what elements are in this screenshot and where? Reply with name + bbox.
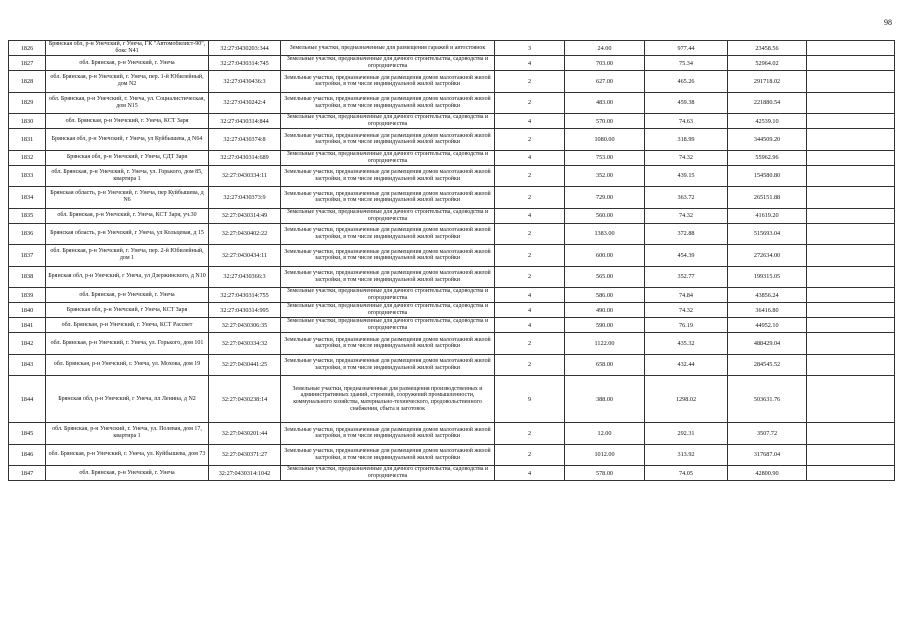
land-use-cell: Земельные участки, предназначенные для размещения домов малоэтажной жилой застройки, в том числе индивидуальной жилой застройки — [281, 266, 495, 288]
area-cell: 627.00 — [565, 71, 645, 93]
row-number-cell: 1847 — [9, 466, 46, 481]
use-group-cell: 4 — [495, 208, 565, 223]
specific-value-cell: 465.26 — [645, 71, 728, 93]
table-row — [9, 223, 895, 245]
cadastral-value-cell: 52964.02 — [728, 56, 807, 71]
empty-cell — [807, 114, 895, 129]
area-cell: 570.00 — [565, 114, 645, 129]
address-cell: Брянская обл, р-н Унечский, г Унеча, ул Куйбышева, д N64 — [46, 129, 209, 151]
row-number-cell: 1831 — [9, 129, 46, 151]
land-use-cell: Земельные участки, предназначенные для размещения домов малоэтажной жилой застройки, в том числе индивидуальной жилой застройки — [281, 71, 495, 93]
cadastral-value-cell: 36416.80 — [728, 303, 807, 318]
cadastral-number-cell: 32:27:0430436:3 — [209, 71, 281, 93]
cadastral-value-cell: 42539.10 — [728, 114, 807, 129]
use-group-cell: 4 — [495, 303, 565, 318]
row-number-cell: 1838 — [9, 266, 46, 288]
specific-value-cell: 74.63 — [645, 114, 728, 129]
row-number-cell: 1840 — [9, 303, 46, 318]
area-cell: 12.00 — [565, 423, 645, 445]
cadastral-value-cell: 344509.20 — [728, 129, 807, 151]
cadastral-value-cell: 272634.00 — [728, 245, 807, 267]
area-cell: 24.00 — [565, 41, 645, 56]
empty-cell — [807, 187, 895, 209]
empty-cell — [807, 71, 895, 93]
cadastral-number-cell: 32:27:0430402:22 — [209, 223, 281, 245]
use-group-cell: 3 — [495, 41, 565, 56]
land-use-cell: Земельные участки, предназначенные для размещения домов малоэтажной жилой застройки, в том числе индивидуальной жилой застройки — [281, 354, 495, 376]
table-row — [9, 266, 895, 288]
page-number: 98 — [884, 18, 892, 27]
empty-cell — [807, 376, 895, 423]
empty-cell — [807, 423, 895, 445]
use-group-cell: 4 — [495, 318, 565, 333]
use-group-cell: 2 — [495, 92, 565, 114]
area-cell: 703.00 — [565, 56, 645, 71]
row-number-cell: 1846 — [9, 444, 46, 466]
cadastral-number-cell: 32:27:0430334:32 — [209, 333, 281, 355]
row-number-cell: 1845 — [9, 423, 46, 445]
address-cell: обл. Брянская, р-н Унечский, г. Унеча, пер. 2-й Юбилейный, дом 1 — [46, 245, 209, 267]
row-number-cell: 1842 — [9, 333, 46, 355]
cadastral-number-cell: 32:27:0430203:344 — [209, 41, 281, 56]
use-group-cell: 4 — [495, 288, 565, 303]
cadastral-value-cell: 41619.20 — [728, 208, 807, 223]
use-group-cell: 2 — [495, 333, 565, 355]
table-row — [9, 376, 895, 423]
use-group-cell: 2 — [495, 71, 565, 93]
land-use-cell: Земельные участки, предназначенные для дачного строительства, садоводства и огородничества — [281, 114, 495, 129]
area-cell: 753.00 — [565, 150, 645, 165]
specific-value-cell: 1298.02 — [645, 376, 728, 423]
cadastral-value-cell: 43856.24 — [728, 288, 807, 303]
cadastral-number-cell: 32:27:0430314:995 — [209, 303, 281, 318]
empty-cell — [807, 444, 895, 466]
empty-cell — [807, 466, 895, 481]
empty-cell — [807, 150, 895, 165]
table-row — [9, 56, 895, 71]
cadastral-number-cell: 32:27:0430238:14 — [209, 376, 281, 423]
address-cell: Брянская обл, р-н Унечский, г Унеча, пл Ленина, д N2 — [46, 376, 209, 423]
land-use-cell: Земельные участки, предназначенные для размещения гаражей и автостоянок — [281, 41, 495, 56]
area-cell: 658.00 — [565, 354, 645, 376]
specific-value-cell: 74.32 — [645, 208, 728, 223]
cadastral-value-cell: 265151.88 — [728, 187, 807, 209]
cadastral-value-table — [8, 40, 895, 481]
use-group-cell: 2 — [495, 187, 565, 209]
cadastral-number-cell: 32:27:0430314:49 — [209, 208, 281, 223]
cadastral-value-cell: 488429.04 — [728, 333, 807, 355]
area-cell: 483.00 — [565, 92, 645, 114]
use-group-cell: 2 — [495, 423, 565, 445]
row-number-cell: 1828 — [9, 71, 46, 93]
cadastral-value-cell: 291718.02 — [728, 71, 807, 93]
cadastral-number-cell: 32:27:0430441:25 — [209, 354, 281, 376]
cadastral-value-cell: 317687.04 — [728, 444, 807, 466]
use-group-cell: 2 — [495, 223, 565, 245]
cadastral-value-cell: 3507.72 — [728, 423, 807, 445]
specific-value-cell: 352.77 — [645, 266, 728, 288]
table-row — [9, 41, 895, 56]
use-group-cell: 9 — [495, 376, 565, 423]
empty-cell — [807, 129, 895, 151]
specific-value-cell: 292.31 — [645, 423, 728, 445]
address-cell: обл. Брянская, р-н Унечский, г. Унеча, ул. Горького, дом 85, квартира 1 — [46, 165, 209, 187]
table-row — [9, 187, 895, 209]
area-cell: 1122.00 — [565, 333, 645, 355]
specific-value-cell: 432.44 — [645, 354, 728, 376]
land-use-cell: Земельные участки, предназначенные для размещения домов малоэтажной жилой застройки, в том числе индивидуальной жилой застройки — [281, 129, 495, 151]
table-row — [9, 245, 895, 267]
empty-cell — [807, 318, 895, 333]
land-use-cell: Земельные участки, предназначенные для размещения домов малоэтажной жилой застройки, в том числе индивидуальной жилой застройки — [281, 187, 495, 209]
address-cell: обл. Брянская, р-н Унечский, г. Унеча, пер. 1-й Юбилейный, дом N2 — [46, 71, 209, 93]
use-group-cell: 4 — [495, 150, 565, 165]
cadastral-number-cell: 32:27:0430314:755 — [209, 288, 281, 303]
empty-cell — [807, 245, 895, 267]
land-use-cell: Земельные участки, предназначенные для размещения домов малоэтажной жилой застройки, в том числе индивидуальной жилой застройки — [281, 423, 495, 445]
cadastral-number-cell: 32:27:0430373:9 — [209, 187, 281, 209]
land-use-cell: Земельные участки, предназначенные для дачного строительства, садоводства и огородничества — [281, 466, 495, 481]
table-row — [9, 92, 895, 114]
use-group-cell: 2 — [495, 354, 565, 376]
row-number-cell: 1836 — [9, 223, 46, 245]
row-number-cell: 1843 — [9, 354, 46, 376]
table-row — [9, 71, 895, 93]
cadastral-value-cell: 55962.96 — [728, 150, 807, 165]
specific-value-cell: 75.34 — [645, 56, 728, 71]
use-group-cell: 4 — [495, 466, 565, 481]
table-row — [9, 303, 895, 318]
land-use-cell: Земельные участки, предназначенные для дачного строительства, садоводства и огородничества — [281, 303, 495, 318]
use-group-cell: 2 — [495, 245, 565, 267]
table-row — [9, 165, 895, 187]
empty-cell — [807, 333, 895, 355]
address-cell: Брянская область, р-н Унечский, г Унеча, ул Кольцевая, д 15 — [46, 223, 209, 245]
cadastral-number-cell: 32:27:0430334:11 — [209, 165, 281, 187]
cadastral-value-cell: 199315.05 — [728, 266, 807, 288]
table-row — [9, 466, 895, 481]
area-cell: 490.00 — [565, 303, 645, 318]
area-cell: 388.00 — [565, 376, 645, 423]
cadastral-value-cell: 515693.04 — [728, 223, 807, 245]
cadastral-value-cell: 154580.80 — [728, 165, 807, 187]
use-group-cell: 4 — [495, 56, 565, 71]
cadastral-value-cell: 503631.76 — [728, 376, 807, 423]
row-number-cell: 1834 — [9, 187, 46, 209]
land-use-cell: Земельные участки, предназначенные для размещения домов малоэтажной жилой застройки, в том числе индивидуальной жилой застройки — [281, 245, 495, 267]
specific-value-cell: 372.88 — [645, 223, 728, 245]
land-use-cell: Земельные участки, предназначенные для дачного строительства, садоводства и огородничества — [281, 288, 495, 303]
row-number-cell: 1835 — [9, 208, 46, 223]
land-use-cell: Земельные участки, предназначенные для размещения домов малоэтажной жилой застройки, в том числе индивидуальной жилой застройки — [281, 333, 495, 355]
empty-cell — [807, 223, 895, 245]
row-number-cell: 1826 — [9, 41, 46, 56]
address-cell: Брянская обл, р-н Унечский, г Унеча, КСТ Заря — [46, 303, 209, 318]
row-number-cell: 1837 — [9, 245, 46, 267]
empty-cell — [807, 56, 895, 71]
cadastral-number-cell: 32:27:0430374:8 — [209, 129, 281, 151]
specific-value-cell: 74.84 — [645, 288, 728, 303]
table-row — [9, 114, 895, 129]
cadastral-value-cell: 284545.52 — [728, 354, 807, 376]
address-cell: Брянская обл, р-н Унечский, г Унеча, ГК "Автомобилист-90", бокс N41 — [46, 41, 209, 56]
specific-value-cell: 74.05 — [645, 466, 728, 481]
specific-value-cell: 76.19 — [645, 318, 728, 333]
use-group-cell: 2 — [495, 444, 565, 466]
use-group-cell: 4 — [495, 114, 565, 129]
specific-value-cell: 977.44 — [645, 41, 728, 56]
row-number-cell: 1829 — [9, 92, 46, 114]
address-cell: обл. Брянская, р-н Унечский, г. Унеча — [46, 56, 209, 71]
cadastral-number-cell: 32:27:0430434:11 — [209, 245, 281, 267]
land-use-cell: Земельные участки, предназначенные для размещения домов малоэтажной жилой застройки, в том числе индивидуальной жилой застройки — [281, 92, 495, 114]
land-use-cell: Земельные участки, предназначенные для дачного строительства, садоводства и огородничества — [281, 150, 495, 165]
use-group-cell: 2 — [495, 129, 565, 151]
address-cell: обл. Брянская, р-н Унечский, г. Унеча, ул. Полевая, дом 17, квартира 1 — [46, 423, 209, 445]
area-cell: 1012.00 — [565, 444, 645, 466]
empty-cell — [807, 266, 895, 288]
area-cell: 590.00 — [565, 318, 645, 333]
area-cell: 1383.00 — [565, 223, 645, 245]
empty-cell — [807, 288, 895, 303]
land-use-cell: Земельные участки, предназначенные для размещения производственных и административных зданий, строений, сооружений промышленности, коммунального хозяйства, материально-технического, продовольственного снабжения, сбыта и заготовок — [281, 376, 495, 423]
empty-cell — [807, 208, 895, 223]
area-cell: 586.00 — [565, 288, 645, 303]
cadastral-value-cell: 42800.90 — [728, 466, 807, 481]
address-cell: Брянская обл, р-н Унечский, г Унеча, СДТ Заря — [46, 150, 209, 165]
land-use-cell: Земельные участки, предназначенные для дачного строительства, садоводства и огородничества — [281, 208, 495, 223]
table-row — [9, 333, 895, 355]
table-row — [9, 208, 895, 223]
specific-value-cell: 454.39 — [645, 245, 728, 267]
address-cell: обл. Брянская, р-н Унечский, г. Унеча, КСТ Заря, уч.30 — [46, 208, 209, 223]
use-group-cell: 2 — [495, 165, 565, 187]
table-row — [9, 129, 895, 151]
land-use-cell: Земельные участки, предназначенные для размещения домов малоэтажной жилой застройки, в том числе индивидуальной жилой застройки — [281, 165, 495, 187]
specific-value-cell: 435.32 — [645, 333, 728, 355]
use-group-cell: 2 — [495, 266, 565, 288]
address-cell: обл. Брянская, р-н Унечский, г. Унеча — [46, 288, 209, 303]
land-use-cell: Земельные участки, предназначенные для дачного строительства, садоводства и огородничества — [281, 56, 495, 71]
address-cell: обл. Брянская, р-н Унечский, г. Унеча, КСТ Рассвет — [46, 318, 209, 333]
specific-value-cell: 74.32 — [645, 150, 728, 165]
table-row — [9, 288, 895, 303]
land-use-cell: Земельные участки, предназначенные для дачного строительства, садоводства и огородничества — [281, 318, 495, 333]
specific-value-cell: 459.38 — [645, 92, 728, 114]
empty-cell — [807, 303, 895, 318]
address-cell: обл. Брянская, р-н Унечский, г. Унеча, КСТ Заря — [46, 114, 209, 129]
cadastral-number-cell: 32:27:0430371:27 — [209, 444, 281, 466]
empty-cell — [807, 41, 895, 56]
specific-value-cell: 313.92 — [645, 444, 728, 466]
row-number-cell: 1839 — [9, 288, 46, 303]
row-number-cell: 1832 — [9, 150, 46, 165]
table-row — [9, 423, 895, 445]
address-cell: Брянская обл, р-н Унечский, г Унеча, ул Дзержинского, д N10 — [46, 266, 209, 288]
address-cell: обл. Брянская, р-н Унечский, г. Унеча, ул. Социалистическая, дом N15 — [46, 92, 209, 114]
cadastral-number-cell: 32:27:0430314:745 — [209, 56, 281, 71]
cadastral-number-cell: 32:27:0430314:844 — [209, 114, 281, 129]
cadastral-number-cell: 32:27:0430314:1042 — [209, 466, 281, 481]
land-use-cell: Земельные участки, предназначенные для размещения домов малоэтажной жилой застройки, в том числе индивидуальной жилой застройки — [281, 223, 495, 245]
cadastral-number-cell: 32:27:0430242:4 — [209, 92, 281, 114]
address-cell: обл. Брянская, р-н Унечский, г. Унеча, ул. Куйбышева, дом 73 — [46, 444, 209, 466]
area-cell: 729.00 — [565, 187, 645, 209]
address-cell: обл. Брянская, р-н Унечский, г. Унеча, ул. Мохова, дом 19 — [46, 354, 209, 376]
row-number-cell: 1827 — [9, 56, 46, 71]
specific-value-cell: 74.32 — [645, 303, 728, 318]
address-cell: Брянская область, р-н Унечский, г. Унеча, пер Куйбышева, д N6 — [46, 187, 209, 209]
row-number-cell: 1841 — [9, 318, 46, 333]
specific-value-cell: 318.99 — [645, 129, 728, 151]
land-use-cell: Земельные участки, предназначенные для размещения домов малоэтажной жилой застройки, в том числе индивидуальной жилой застройки — [281, 444, 495, 466]
row-number-cell: 1844 — [9, 376, 46, 423]
row-number-cell: 1833 — [9, 165, 46, 187]
specific-value-cell: 363.72 — [645, 187, 728, 209]
empty-cell — [807, 92, 895, 114]
cadastral-value-cell: 221880.54 — [728, 92, 807, 114]
table-row — [9, 444, 895, 466]
area-cell: 600.00 — [565, 245, 645, 267]
table-row — [9, 150, 895, 165]
area-cell: 578.00 — [565, 466, 645, 481]
cadastral-number-cell: 32:27:0430366:3 — [209, 266, 281, 288]
cadastral-number-cell: 32:27:0430201:44 — [209, 423, 281, 445]
empty-cell — [807, 354, 895, 376]
table-row — [9, 354, 895, 376]
table-body — [9, 41, 895, 481]
cadastral-value-cell: 44952.10 — [728, 318, 807, 333]
area-cell: 1080.00 — [565, 129, 645, 151]
area-cell: 352.00 — [565, 165, 645, 187]
area-cell: 565.00 — [565, 266, 645, 288]
cadastral-number-cell: 32:27:0430314:689 — [209, 150, 281, 165]
address-cell: обл. Брянская, р-н Унечский, г. Унеча — [46, 466, 209, 481]
area-cell: 560.00 — [565, 208, 645, 223]
table-row — [9, 318, 895, 333]
specific-value-cell: 439.15 — [645, 165, 728, 187]
empty-cell — [807, 165, 895, 187]
cadastral-value-cell: 23458.56 — [728, 41, 807, 56]
row-number-cell: 1830 — [9, 114, 46, 129]
cadastral-number-cell: 32:27:0430306:35 — [209, 318, 281, 333]
address-cell: обл. Брянская, р-н Унечский, г. Унеча, ул. Горького, дом 101 — [46, 333, 209, 355]
